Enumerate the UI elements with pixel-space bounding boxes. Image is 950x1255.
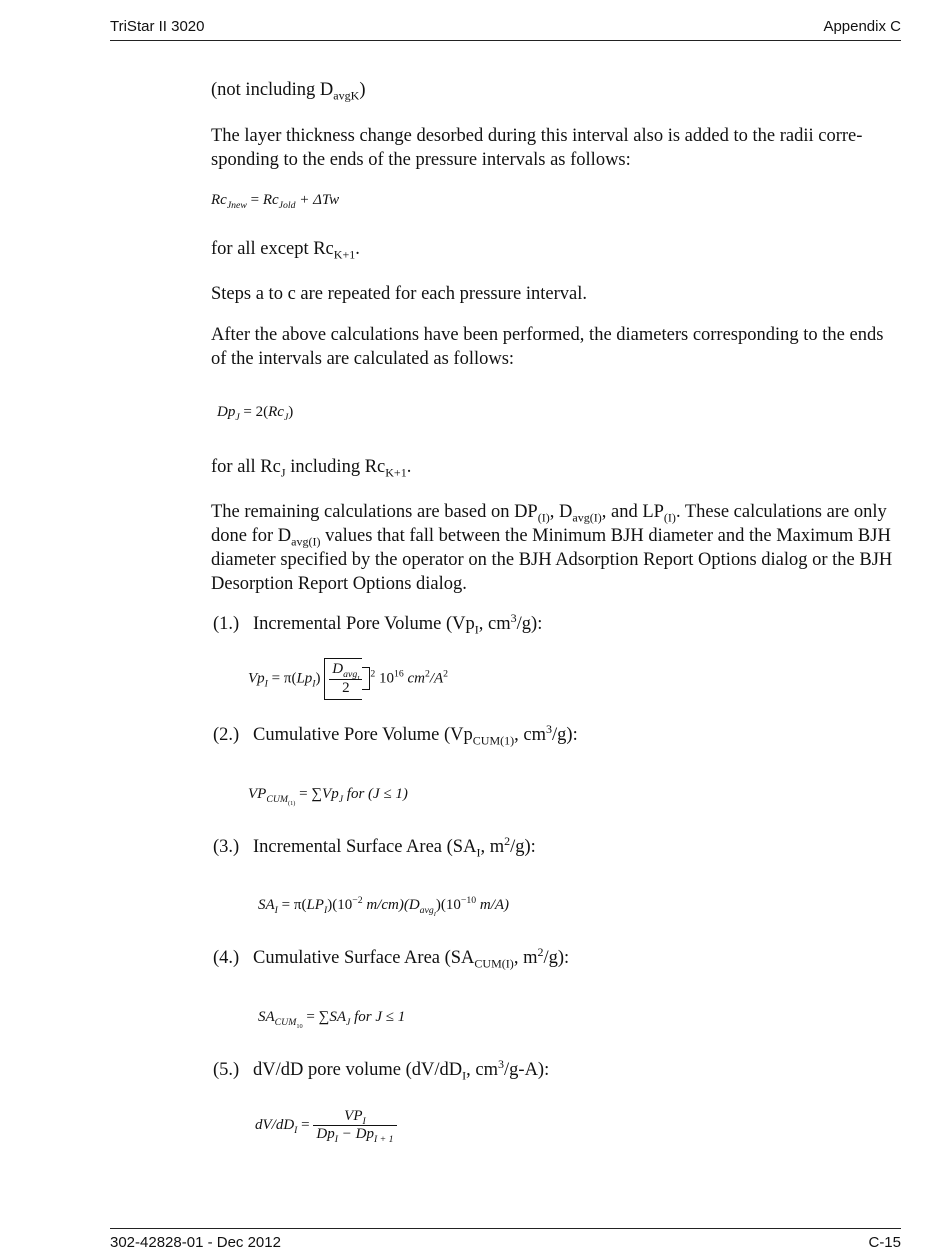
item-dv-dd-pore-volume: (5.) dV/dD pore volume ($dV/dD_I$, $cm^3/g-A$): (213, 1056, 550, 1083)
equation-vp-cum: $VP_{CUM_{(1)}} = \sum Vp_J$ for (J ≤ 1) (248, 786, 408, 807)
paragraph-after-calculations: After the above calculations have been performed, the diameters corresponding to the ends of the intervals are calculated as follows: (211, 325, 884, 369)
paragraph-steps: Steps a to c are repeated for each pressure interval. (211, 284, 587, 304)
bracket-left: $\frac{D_{avg_I}}{2}$ (324, 658, 362, 700)
paragraph-except-k: for all except $Rc_{K+1}$. (211, 239, 360, 262)
page-footer (110, 1228, 901, 1255)
item-incremental-pore-volume: (1.) Incremental Pore Volume ($Vp_I$, $cm^3/g$): (213, 610, 543, 637)
equation-rc-new: $Rc_{Jnew} = Rc_{Jold} + \Delta Tw$ (211, 192, 340, 211)
item-incremental-surface-area: (3.) Incremental Surface Area ($SA_I$, $m^2/g$): (213, 833, 536, 860)
paragraph-remaining-calculations: The remaining calculations are based on $DP_{(I)}$, $D_{avg(I)}$, and $LP_{(I)}$. These calculations are only done for $D_{avg(I)}$ values that fall between the Minimum BJH diameter and the Maximum BJH diameter specified by the operator on the BJH Adsorption Report Options dialog or the BJH Desorption Report Options dialog. (211, 502, 893, 594)
equation-vp: $Vp_I = \pi(Lp_I)$ $\frac{D_{avg_I}}{2}$ $^2$ $10^{16}$ $cm^2/A^2$ (248, 658, 448, 700)
page-header (110, 18, 901, 41)
paragraph-for-all-rc: for all $Rc_J$ including $Rc_{K+1}$. (211, 457, 412, 480)
header-title: TriStar II 3020 (110, 18, 205, 35)
equation-dv-dd: $dV/dD_I$ = $\frac{VP_I}{Dp_I - Dp_{I + 1}}$ (255, 1108, 397, 1143)
equation-sa: $SA_I = \pi(LP_I)(10^{-2}$ $m/cm)(D_{avg_I})(10^{-10}$ m/A) (258, 895, 510, 918)
equation-dp: $Dp_J = 2(Rc_J)$ (217, 404, 294, 423)
item-cumulative-pore-volume: (2.) Cumulative Pore Volume ($Vp_{CUM(1)}$, $cm^3/g$): (213, 721, 578, 748)
header-section: Appendix C (823, 18, 901, 35)
equation-sa-cum: $SA_{CUM_{10}} = \sum SA_J$ for J ≤ 1 (258, 1009, 406, 1030)
paragraph-layer-thickness: The layer thickness change desorbed during this interval also is added to the radii corre-sponding to the ends of the pressure intervals as follows: (211, 126, 863, 170)
paragraph-not-including: (not including $D_{avgK}$) (211, 80, 366, 103)
footer-page-number: C-15 (868, 1234, 901, 1251)
footer-doc-number: 302-42828-01 - Dec 2012 (110, 1234, 281, 1251)
item-cumulative-surface-area: (4.) Cumulative Surface Area ($SA_{CUM(I)}$, $m^2/g$): (213, 944, 570, 971)
